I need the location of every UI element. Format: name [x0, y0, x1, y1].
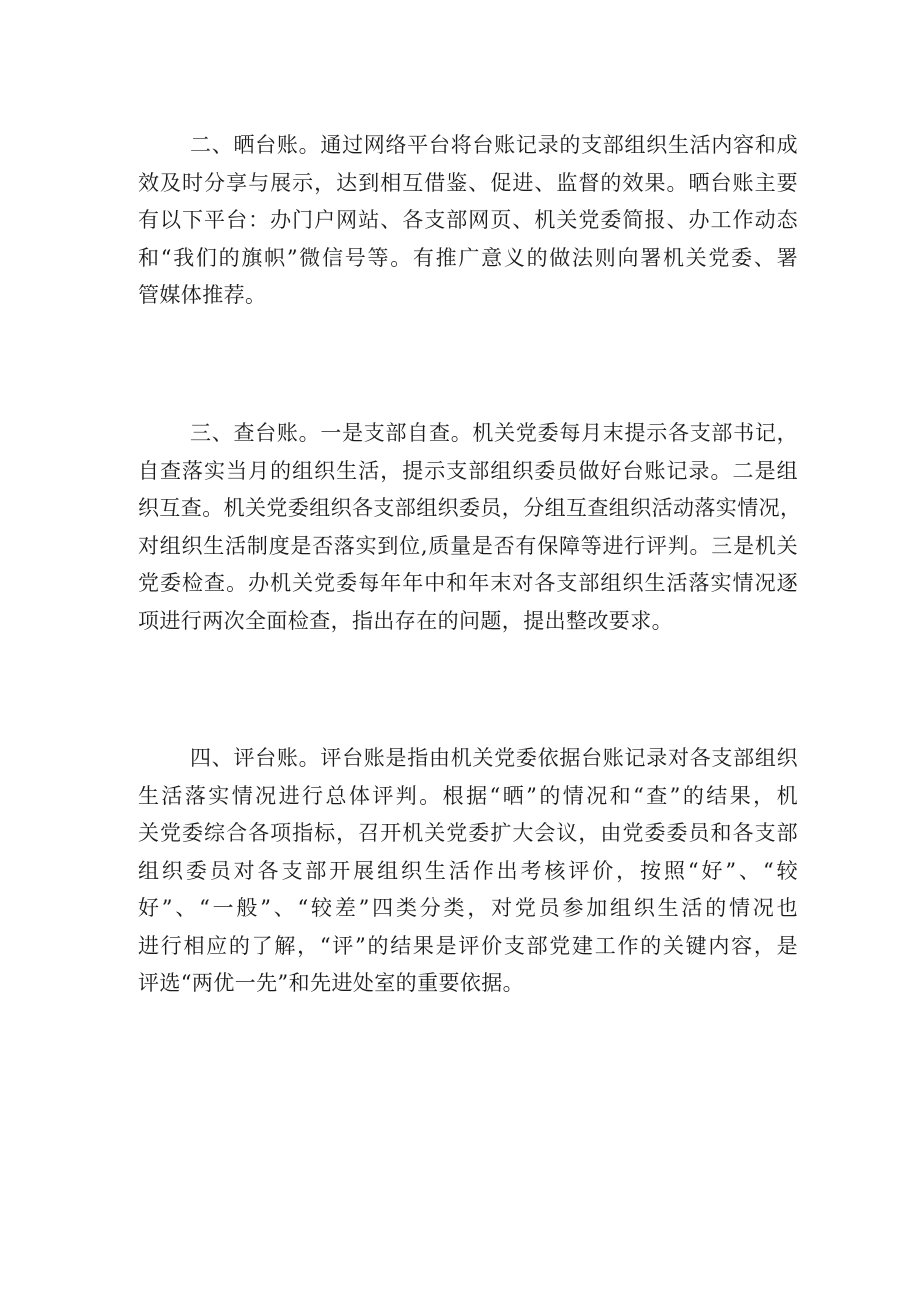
text-line: 管媒体推荐。: [138, 283, 267, 307]
text-line: 组织委员对各支部开展组织生活作出考核评价，按照“好”、“较: [138, 858, 798, 883]
paragraph-check-ledger: [138, 415, 802, 640]
text-line: 关党委综合各项指标，召开机关党委扩大会议，由党委委员和各支部: [138, 821, 798, 845]
text-line: 自查落实当月的组织生活，提示支部组织委员做好台账记录。二是组: [138, 458, 798, 483]
text-line: 生活落实情况进行总体评判。根据“晒”的情况和“查”的结果，机: [138, 783, 798, 808]
paragraph-display-ledger: [138, 127, 798, 315]
text-line: 四、评台账。评台账是指由机关党委依据台账记录对各支部组织: [190, 746, 798, 770]
text-line: 二、晒台账。通过网络平台将台账记录的支部组织生活内容和成: [190, 133, 798, 157]
text-line: 项进行两次全面检查，指出存在的问题，提出整改要求。: [138, 608, 673, 633]
text-line: 好”、“一般”、“较差”四类分类，对党员参加组织生活的情况也: [138, 896, 798, 920]
text-line: 效及时分享与展示，达到相互借鉴、促进、监督的效果。晒台账主要: [138, 170, 798, 195]
paragraph-evaluate-ledger: [138, 740, 798, 1003]
text-line: 织互查。机关党委组织各支部组织委员，分组互查组织活动落实情况，: [138, 496, 802, 520]
text-line: 进行相应的了解，“评”的结果是评价支部党建工作的关键内容，是: [138, 933, 798, 958]
text-line: 党委检查。办机关党委每年年中和年末对各支部组织生活落实情况逐: [138, 571, 798, 595]
text-line: 和“我们的旗帜”微信号等。有推广意义的做法则向署机关党委、署: [138, 245, 798, 270]
text-line: 三、查台账。一是支部自查。机关党委每月末提示各支部书记，: [190, 421, 798, 445]
text-line: 评选“两优一先”和先进处室的重要依据。: [138, 971, 525, 995]
text-line: 有以下平台：办门户网站、各支部网页、机关党委简报、办工作动态: [138, 208, 798, 232]
text-line: 对组织生活制度是否落实到位,质量是否有保障等进行评判。三是机关: [138, 533, 798, 558]
